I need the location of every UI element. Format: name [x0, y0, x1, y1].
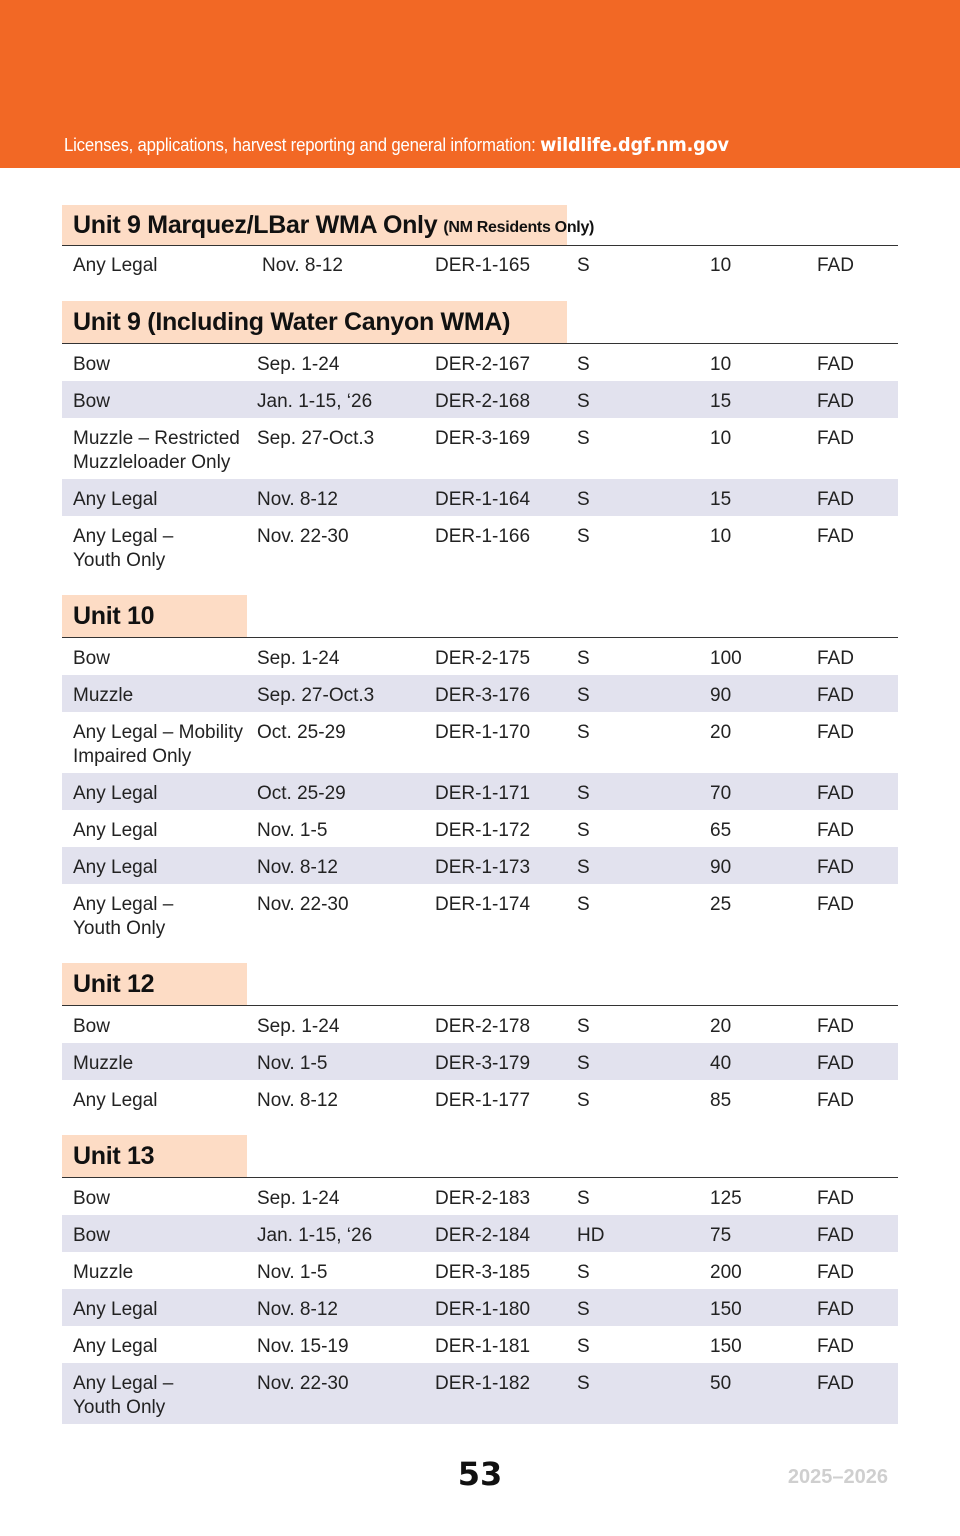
section-spacer	[62, 945, 898, 963]
hunt-dates: Nov. 8-12	[262, 255, 343, 276]
license-count: 10	[710, 255, 732, 276]
hunt-dates: Nov. 8-12	[257, 1090, 338, 1111]
draw-type: FAD	[817, 1262, 854, 1283]
draw-type: FAD	[817, 1188, 854, 1209]
table-row	[62, 712, 898, 773]
license-count: 20	[710, 1016, 732, 1037]
bag-limit: S	[577, 526, 590, 547]
hunt-code: DER-1-173	[435, 857, 531, 878]
hunt-type	[73, 1187, 110, 1211]
license-count: 150	[710, 1336, 742, 1357]
table-row	[62, 884, 898, 945]
hunt-type-line: Bow	[73, 1016, 110, 1037]
table-row	[62, 1326, 898, 1363]
license-count: 100	[710, 648, 742, 669]
hunt-type	[73, 254, 158, 278]
unit-title	[62, 595, 247, 637]
draw-type: FAD	[817, 1336, 854, 1357]
license-count: 10	[710, 526, 732, 547]
table-row	[62, 344, 898, 381]
hunt-type-line: Muzzle	[73, 1053, 134, 1074]
hunt-type	[73, 647, 110, 671]
license-count: 90	[710, 857, 732, 878]
unit-header	[62, 301, 898, 344]
hunt-type-line: Muzzle	[73, 1262, 134, 1283]
hunt-type	[73, 427, 240, 475]
hunt-dates: Sep. 1-24	[257, 648, 340, 669]
section-spacer	[62, 1117, 898, 1135]
draw-type: FAD	[817, 489, 854, 510]
hunt-type	[73, 1015, 110, 1039]
hunt-code: DER-1-166	[435, 526, 531, 547]
draw-type: FAD	[817, 685, 854, 706]
license-count: 90	[710, 685, 732, 706]
bag-limit: S	[577, 428, 590, 449]
hunt-type-line: Any Legal	[73, 1299, 158, 1320]
bag-limit: S	[577, 783, 590, 804]
bag-limit: S	[577, 354, 590, 375]
hunt-type-line: Any Legal –	[73, 526, 174, 547]
table-row	[62, 516, 898, 577]
bag-limit: S	[577, 489, 590, 510]
hunt-dates: Nov. 15-19	[257, 1336, 349, 1357]
table-row	[62, 479, 898, 516]
page-number: 53	[457, 1455, 503, 1493]
website-link[interactable]: wildlife.dgf.nm.gov	[540, 134, 729, 156]
section-spacer	[62, 577, 898, 595]
hunt-type-line: Any Legal	[73, 857, 158, 878]
license-count: 15	[710, 489, 732, 510]
hunt-type	[73, 525, 173, 573]
hunt-dates: Nov. 1-5	[257, 1262, 328, 1283]
hunt-dates: Nov. 8-12	[257, 489, 338, 510]
hunt-type-line: Any Legal – Mobility	[73, 722, 244, 743]
hunt-dates: Sep. 1-24	[257, 1188, 340, 1209]
draw-type: FAD	[817, 1090, 854, 1111]
draw-type: FAD	[817, 722, 854, 743]
section-spacer	[62, 283, 898, 301]
hunt-type-line: Bow	[73, 1225, 110, 1246]
table-row	[62, 1178, 898, 1215]
bag-limit: S	[577, 1053, 590, 1074]
hunt-type	[73, 819, 158, 843]
hunt-type	[73, 353, 110, 377]
unit-header	[62, 205, 898, 246]
table-row	[62, 418, 898, 479]
hunt-type-line: Bow	[73, 1188, 110, 1209]
hunt-dates: Jan. 1-15, ‘26	[257, 1225, 373, 1246]
hunt-type	[73, 390, 110, 414]
hunt-dates: Nov. 1-5	[257, 1053, 328, 1074]
hunt-code: DER-2-175	[435, 648, 531, 669]
hunt-type	[73, 721, 243, 769]
draw-type: FAD	[817, 857, 854, 878]
hunt-dates: Nov. 22-30	[257, 526, 349, 547]
bag-limit: S	[577, 1262, 590, 1283]
draw-type: FAD	[817, 894, 854, 915]
hunt-dates: Nov. 22-30	[257, 1373, 349, 1394]
hunt-code: DER-3-179	[435, 1053, 531, 1074]
table-row	[62, 1252, 898, 1289]
draw-type: FAD	[817, 1053, 854, 1074]
table-row	[62, 847, 898, 884]
hunt-dates: Nov. 22-30	[257, 894, 349, 915]
hunt-type-line: Youth Only	[73, 918, 166, 939]
hunt-code: DER-3-176	[435, 685, 531, 706]
bag-limit: S	[577, 820, 590, 841]
hunt-code: DER-2-167	[435, 354, 531, 375]
table-row	[62, 246, 898, 283]
unit-title-text: Unit 10	[73, 601, 155, 630]
unit-title	[62, 1135, 247, 1177]
license-count: 50	[710, 1373, 732, 1394]
hunt-type	[73, 488, 158, 512]
unit-title-text: Unit 9 (Including Water Canyon WMA)	[73, 307, 511, 336]
hunt-type	[73, 684, 133, 708]
hunt-type-line: Youth Only	[73, 550, 166, 571]
hunt-type-line: Impaired Only	[73, 746, 192, 767]
table-row	[62, 1080, 898, 1117]
table-row	[62, 675, 898, 712]
unit-header	[62, 963, 898, 1006]
license-count: 150	[710, 1299, 742, 1320]
table-row	[62, 638, 898, 675]
bag-limit: S	[577, 685, 590, 706]
hunt-dates: Nov. 1-5	[257, 820, 328, 841]
unit-title-text: Unit 12	[73, 969, 155, 998]
hunt-type	[73, 1298, 158, 1322]
hunt-type-line: Muzzle	[73, 685, 134, 706]
draw-type: FAD	[817, 255, 854, 276]
hunt-type-line: Any Legal –	[73, 1373, 174, 1394]
hunt-code: DER-2-178	[435, 1016, 531, 1037]
draw-type: FAD	[817, 783, 854, 804]
hunt-dates: Jan. 1-15, ‘26	[257, 391, 373, 412]
hunt-type	[73, 1089, 158, 1113]
license-count: 70	[710, 783, 732, 804]
license-count: 10	[710, 354, 732, 375]
bag-limit: S	[577, 1016, 590, 1037]
unit-title	[62, 963, 247, 1005]
hunt-type-line: Any Legal	[73, 1336, 158, 1357]
bag-limit: S	[577, 255, 590, 276]
draw-type: FAD	[817, 428, 854, 449]
draw-type: FAD	[817, 391, 854, 412]
hunt-type-line: Muzzleloader Only	[73, 452, 231, 473]
hunt-type	[73, 1261, 133, 1285]
hunt-type-line: Bow	[73, 648, 110, 669]
unit-header	[62, 1135, 898, 1178]
table-row	[62, 381, 898, 418]
table-row	[62, 1363, 898, 1424]
hunt-code: DER-1-171	[435, 783, 531, 804]
license-count: 75	[710, 1225, 732, 1246]
bag-limit: S	[577, 857, 590, 878]
hunt-code: DER-1-170	[435, 722, 531, 743]
hunt-type	[73, 1335, 158, 1359]
hunt-code: DER-3-169	[435, 428, 531, 449]
bag-limit: S	[577, 1299, 590, 1320]
hunt-dates: Sep. 27-Oct.3	[257, 428, 375, 449]
hunt-code: DER-1-181	[435, 1336, 531, 1357]
season-year: 2025–2026	[787, 1466, 888, 1488]
bag-limit: HD	[577, 1225, 605, 1246]
license-count: 10	[710, 428, 732, 449]
table-row	[62, 773, 898, 810]
hunt-type-line: Bow	[73, 354, 110, 375]
hunt-type-line: Any Legal	[73, 783, 158, 804]
draw-type: FAD	[817, 648, 854, 669]
hunt-dates: Sep. 1-24	[257, 1016, 340, 1037]
unit-title	[62, 301, 567, 343]
table-row	[62, 1215, 898, 1252]
hunt-type	[73, 1372, 173, 1420]
license-count: 25	[710, 894, 732, 915]
unit-header	[62, 595, 898, 638]
page-header-band	[0, 0, 960, 168]
hunt-type	[73, 1224, 110, 1248]
header-label: Licenses, applications, harvest reporting and general information:	[64, 135, 536, 155]
license-count: 40	[710, 1053, 732, 1074]
bag-limit: S	[577, 1188, 590, 1209]
hunt-type-line: Youth Only	[73, 1397, 166, 1418]
license-count: 85	[710, 1090, 732, 1111]
hunt-code: DER-1-174	[435, 894, 531, 915]
bag-limit: S	[577, 1373, 590, 1394]
hunt-code: DER-2-168	[435, 391, 531, 412]
hunt-dates: Sep. 27-Oct.3	[257, 685, 375, 706]
hunt-dates: Nov. 8-12	[257, 857, 338, 878]
bag-limit: S	[577, 1336, 590, 1357]
hunt-type	[73, 782, 158, 806]
draw-type: FAD	[817, 1373, 854, 1394]
draw-type: FAD	[817, 820, 854, 841]
hunt-type-line: Any Legal	[73, 255, 158, 276]
license-count: 20	[710, 722, 732, 743]
table-row	[62, 1043, 898, 1080]
draw-type: FAD	[817, 1225, 854, 1246]
hunt-type-line: Muzzle – Restricted	[73, 428, 240, 449]
bag-limit: S	[577, 391, 590, 412]
hunt-code: DER-1-172	[435, 820, 531, 841]
hunt-code: DER-1-164	[435, 489, 531, 510]
license-count: 200	[710, 1262, 742, 1283]
hunt-table	[62, 205, 898, 1424]
license-count: 125	[710, 1188, 742, 1209]
bag-limit: S	[577, 648, 590, 669]
hunt-dates: Oct. 25-29	[257, 722, 346, 743]
hunt-code: DER-3-185	[435, 1262, 531, 1283]
hunt-dates: Nov. 8-12	[257, 1299, 338, 1320]
hunt-code: DER-2-184	[435, 1225, 531, 1246]
draw-type: FAD	[817, 1016, 854, 1037]
unit-title	[62, 205, 595, 245]
hunt-type-line: Any Legal	[73, 1090, 158, 1111]
license-count: 65	[710, 820, 732, 841]
table-row	[62, 1006, 898, 1043]
bag-limit: S	[577, 722, 590, 743]
draw-type: FAD	[817, 1299, 854, 1320]
license-count: 15	[710, 391, 732, 412]
bag-limit: S	[577, 1090, 590, 1111]
hunt-code: DER-1-180	[435, 1299, 531, 1320]
draw-type: FAD	[817, 526, 854, 547]
hunt-code: DER-2-183	[435, 1188, 531, 1209]
hunt-dates: Sep. 1-24	[257, 354, 340, 375]
hunt-code: DER-1-165	[435, 255, 531, 276]
hunt-dates: Oct. 25-29	[257, 783, 346, 804]
unit-title-text: Unit 13	[73, 1141, 155, 1170]
hunt-type	[73, 893, 173, 941]
table-row	[62, 1289, 898, 1326]
bag-limit: S	[577, 894, 590, 915]
hunt-code: DER-1-177	[435, 1090, 531, 1111]
hunt-type-line: Any Legal	[73, 820, 158, 841]
unit-title-text: Unit 9 Marquez/LBar WMA Only	[73, 210, 438, 239]
hunt-type-line: Any Legal	[73, 489, 158, 510]
hunt-type-line: Bow	[73, 391, 110, 412]
hunt-type	[73, 1052, 133, 1076]
draw-type: FAD	[817, 354, 854, 375]
hunt-type	[73, 856, 158, 880]
header-info-text	[64, 134, 729, 156]
unit-subtitle: (NM Residents Only)	[443, 218, 595, 236]
hunt-type-line: Any Legal –	[73, 894, 174, 915]
hunt-code: DER-1-182	[435, 1373, 531, 1394]
table-row	[62, 810, 898, 847]
